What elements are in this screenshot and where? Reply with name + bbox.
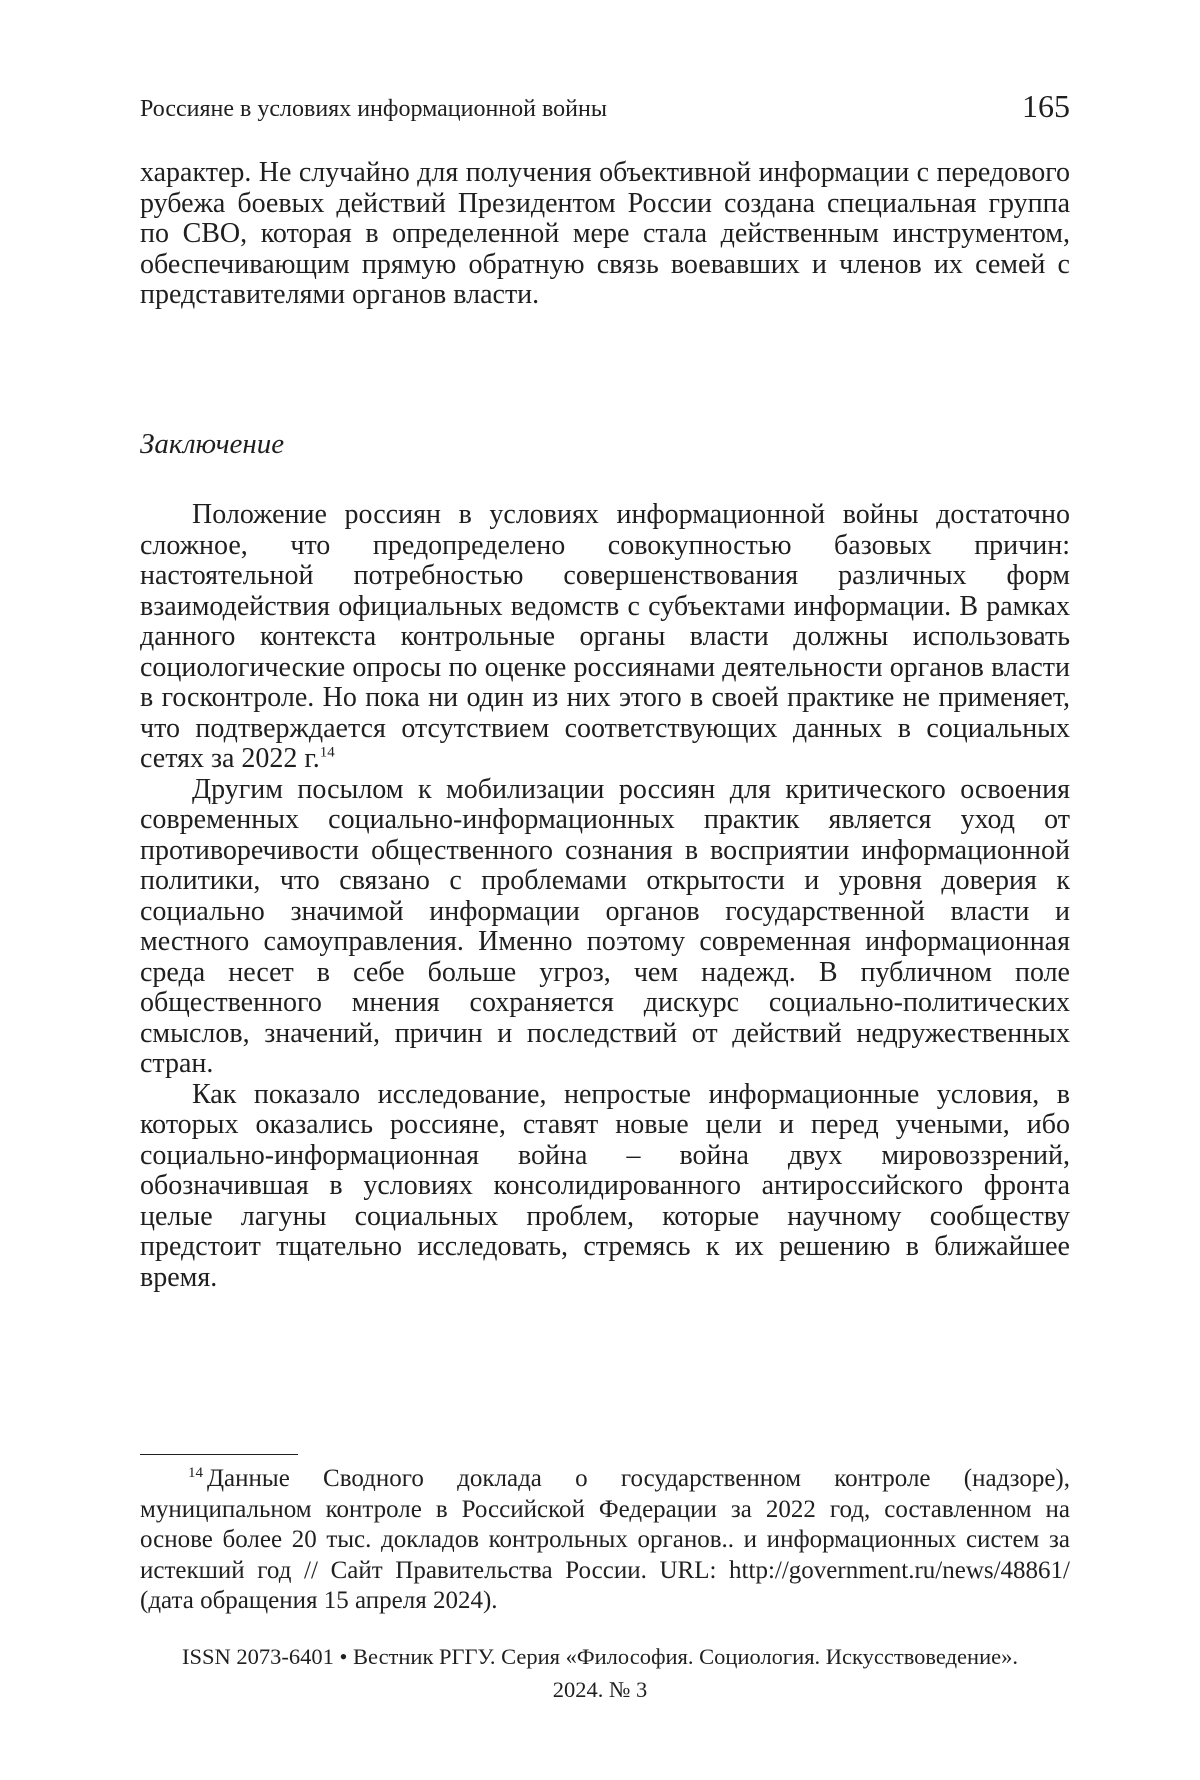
footnote-text: Данные Сводного доклада о государственном контроле (надзоре), муниципальном контроле в Российской Федерации за 2022 год, состав­ленном на основе более 20 тыс. докладов контрольных органов.. и инфор­мационных систем за истекший год // Сайт Правительства России. URL: http://government.ru/news/48861/ (дата обращения 15 апреля 2024). [140, 1465, 1070, 1614]
section-heading: Заключение [140, 428, 284, 461]
conclusion-paragraph-1-text: Положение россиян в условиях информационной войны до­статочно сложное, что предопределено совокупностью базовых причин: настоятельной потребностью совершенствования различ­ных форм взаимодействия официальных ведомств с субъектами информации. В рамках данного контекста контрольные органы власти должны использовать социологические опросы по оценке россиянами деятельности органов власти в госконтроле. Но пока ни один из них этого в своей практике не применяет, что подтверж­дается отсутствием соответствующих данных в социальных сетях за 2022 г. [140, 499, 1070, 774]
footnote [140, 1464, 1070, 1617]
conclusion-paragraph-1 [140, 500, 1070, 775]
conclusion-body [140, 500, 1070, 1293]
journal-page [0, 0, 1200, 1780]
page-footer [100, 1640, 1100, 1706]
running-title: Россияне в условиях информационной войны [140, 96, 607, 123]
conclusion-paragraph-3: Как показало исследование, непростые информационные ус­ловия, в которых оказались россияне, ставят новые цели и перед учеными, ибо социально-информационная война – война двух ми­ровоззрений, обозначившая в условиях консолидированного анти­российского фронта целые лагуны социальных проблем, которые научному сообществу предстоит тщательно исследовать, стремясь к их решению в ближайшее время. [140, 1080, 1070, 1294]
running-head [140, 88, 1070, 128]
page-number: 165 [1022, 88, 1070, 125]
footnote-number: 14 [188, 1465, 203, 1481]
footnote-reference[interactable]: 14 [320, 745, 335, 761]
conclusion-paragraph-2: Другим посылом к мобилизации россиян для критического освоения современных социально-информационных практик является уход от противоречивости общественного сознания в восприятии информационной политики, что связано с проблемами открытости и уровня доверия к социально значимой информа­ции органов государственной власти и местного самоуправления. Именно поэтому современная информационная среда несет в себе больше угроз, чем надежд. В публичном поле общественного мне­ния сохраняется дискурс социально-политических смыслов, зна­чений, причин и последствий от действий недружественных стран. [140, 775, 1070, 1080]
footnote-divider [140, 1454, 298, 1455]
footer-line-issue: 2024. № 3 [100, 1673, 1100, 1706]
footer-line-journal: ISSN 2073-6401 • Вестник РГГУ. Серия «Философия. Социология. Искусствоведение». [100, 1640, 1100, 1673]
continuation-paragraph: характер. Не случайно для получения объективной информации с передового рубежа боевых действий Президентом России создана специальная группа по СВО, которая в определенной мере стала действенным инструментом, обеспечивающим прямую обратную связь воевавших и членов их семей с представителями органов власти. [140, 158, 1070, 311]
